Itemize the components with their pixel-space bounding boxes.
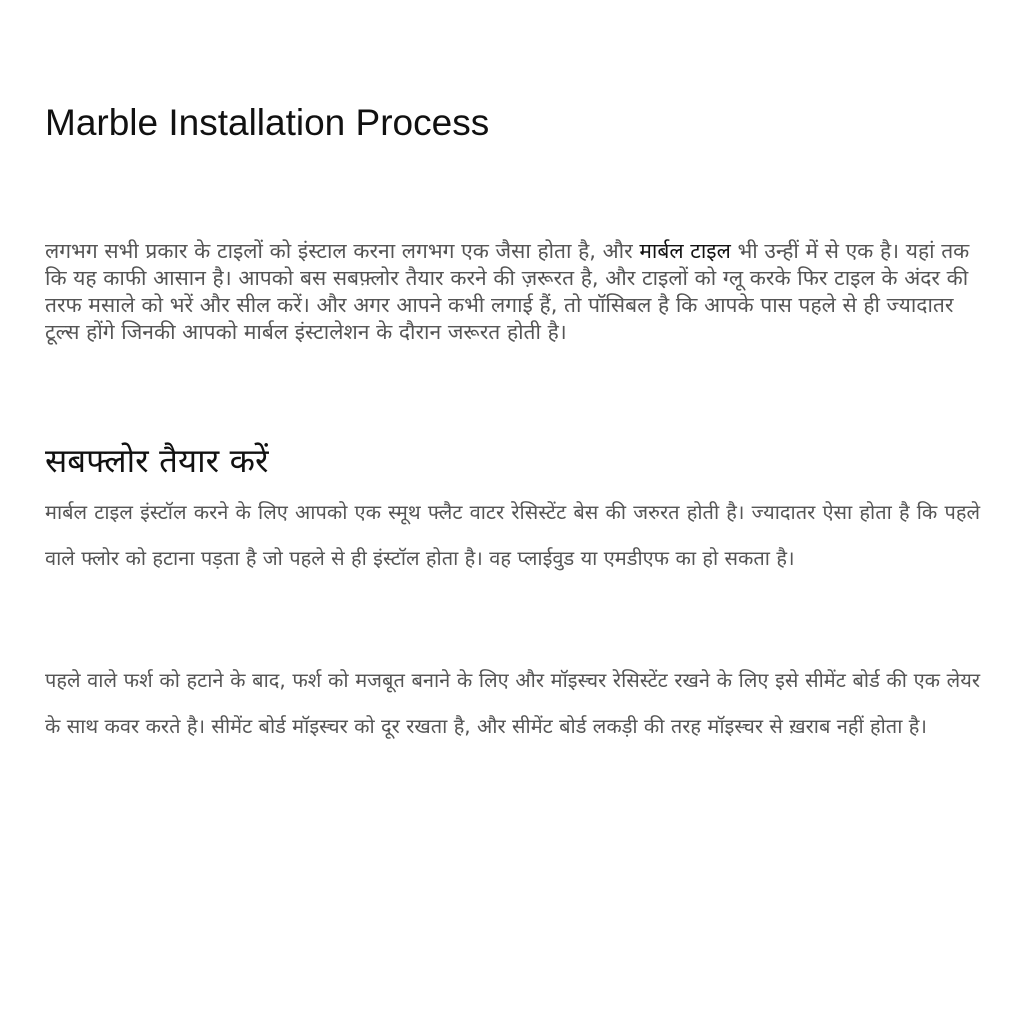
intro-text-start: लगभग सभी प्रकार के टाइलों को इंस्टाल करना लगभग एक जैसा होता है, और bbox=[45, 239, 640, 263]
section-paragraph-2: पहले वाले फर्श को हटाने के बाद, फर्श को मजबूत बनाने के लिए और मॉइस्चर रेसिस्टेंट रखने के लिए इसे सीमेंट बोर्ड की एक लेयर के साथ कवर करते है। सीमेंट बोर्ड मॉइस्चर को दूर रखता है, और सीमेंट बोर्ड लकड़ी की तरह मॉइस्चर से ख़राब नहीं होता है। bbox=[45, 668, 980, 738]
intro-text-end: भी उन्हीं में से एक है। यहां तक कि यह काफी आसान है। आपको बस सबफ़्लोर तैयार करने की ज़रूरत है, और टाइलों को ग्लू करके फिर टाइल के अंदर की तरफ मसाले को भरें और सील करें। और अगर आपने कभी लगाई हैं, तो पॉसिबल है कि आपके पास पहले से ही ज्यादातर टूल्स होंगे जिनकी आपको मार्बल इंस्टालेशन के दौरान जरूरत होती है। bbox=[45, 239, 970, 344]
page-title: Marble Installation Process bbox=[45, 102, 490, 143]
marble-tile-highlight: मार्बल टाइल bbox=[639, 239, 731, 263]
section-heading: सबफ्लोर तैयार करें bbox=[45, 441, 269, 480]
intro-paragraph bbox=[45, 238, 980, 346]
section-paragraph-1: मार्बल टाइल इंस्टॉल करने के लिए आपको एक स्मूथ फ्लैट वाटर रेसिस्टेंट बेस की जरुरत होती है। ज्यादातर ऐसा होता है कि पहले वाले फ्लोर को हटाना पड़ता है जो पहले से ही इंस्टॉल होता है। वह प्लाईवुड या एमडीएफ का हो सकता है। bbox=[45, 500, 980, 570]
